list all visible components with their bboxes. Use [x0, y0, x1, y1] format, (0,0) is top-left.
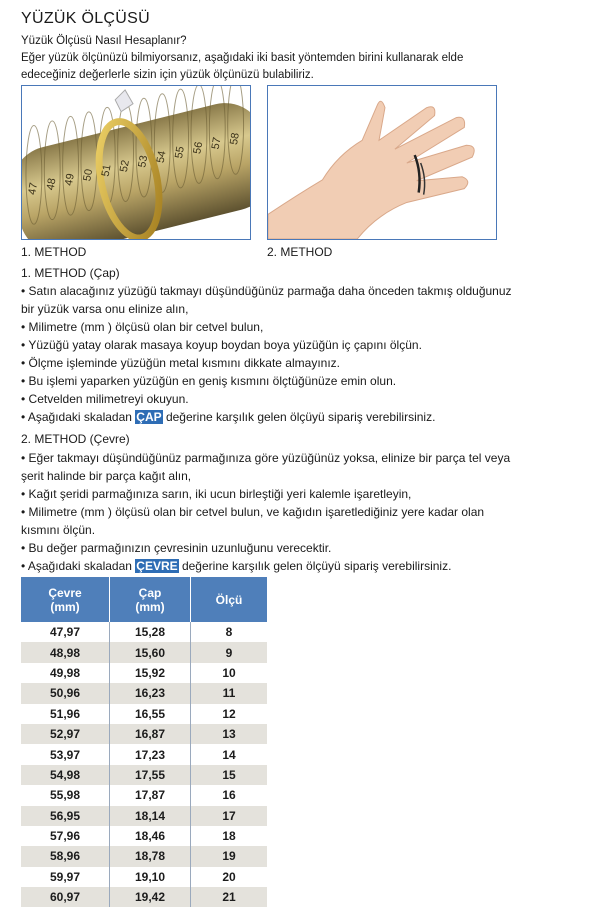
ruler-number: 52	[117, 159, 132, 174]
method-2-bullet: • Kağıt şeridi parmağınıza sarın, iki ucun birleştiği yeri kalemle işaretleyin,	[21, 487, 412, 501]
table-header-row	[21, 577, 267, 622]
method-1-bullet: • Cetvelden milimetreyi okuyun.	[21, 392, 189, 406]
method-1-last-bullet: • Aşağıdaki skaladan ÇAP değerine karşılık gelen ölçüyü sipariş verebilirsiniz.	[21, 410, 436, 424]
method-1-bullet: • Ölçme işleminde yüzüğün metal kısmını dikkate almayınız.	[21, 356, 340, 370]
table-row: 54,98 17,55 15	[21, 765, 267, 785]
ring-sizer-photo	[21, 85, 251, 240]
method-2-bullet: • Milimetre (mm ) ölçüsü olan bir cetvel bulun, ve kağıdın işaretlediğiniz yere kadar olan	[21, 505, 485, 519]
cap-highlight: ÇAP	[136, 410, 162, 424]
table-row: 48,98 15,60 9	[21, 642, 267, 662]
method-1-bullet: • Bu işlemi yaparken yüzüğün en geniş kısmını ölçtüğünüze emin olun.	[21, 374, 397, 388]
page-title: YÜZÜK ÖLÇÜSÜ	[21, 10, 150, 27]
table-row: 50,96 16,23 11	[21, 683, 267, 703]
method-1-bullet: • Milimetre (mm ) ölçüsü olan bir cetvel bulun,	[21, 320, 264, 334]
method-1-bullet: • Satın alacağınız yüzüğü takmayı düşündüğünüz parmağa daha önceden takmış olduğunuz	[21, 284, 512, 298]
method-2-bullet: • Bu değer parmağınızın çevresinin uzunluğunu verecektir.	[21, 541, 332, 555]
table-row: 56,95 18,14 17	[21, 806, 267, 826]
ruler-number: 48	[44, 177, 59, 192]
table-row: 47,97 15,28 8	[21, 622, 267, 642]
table-row: 51,96 16,55 12	[21, 704, 267, 724]
method-1-bullet: bir yüzük varsa onu elinize alın,	[21, 302, 189, 316]
ruler-number: 56	[191, 140, 206, 155]
method-2-bullet: • Eğer takmayı düşündüğünüz parmağınıza göre yüzüğünüz yoksa, elinize bir parça tel veya	[21, 451, 511, 465]
caption-method-1: 1. METHOD	[21, 245, 87, 259]
table-row: 58,96 18,78 19	[21, 846, 267, 866]
ruler-number: 49	[62, 172, 77, 187]
ring-size-table	[21, 577, 267, 907]
table-row: 57,96 18,46 18	[21, 826, 267, 846]
table-row: 55,98 17,87 16	[21, 785, 267, 805]
ruler-number: 53	[136, 154, 151, 169]
intro-line-1: Eğer yüzük ölçünüzü bilmiyorsanız, aşağıdaki iki basit yöntemden birini kullanarak elde	[21, 52, 464, 64]
method-1-title: 1. METHOD (Çap)	[21, 266, 120, 280]
ruler-number: 54	[154, 149, 169, 164]
hand-photo	[267, 85, 497, 240]
method-2-bullet: şerit halinde bir parça kağıt alın,	[21, 469, 192, 483]
method-2-title: 2. METHOD (Çevre)	[21, 432, 130, 446]
method-2-bullet: kısmını ölçün.	[21, 523, 96, 537]
caption-method-2: 2. METHOD	[267, 245, 333, 259]
header-cap: Çap (mm)	[110, 577, 191, 622]
ruler-number: 51	[99, 163, 114, 178]
method-1-bullet: • Yüzüğü yatay olarak masaya koyup boydan boya yüzüğün iç çapını ölçün.	[21, 338, 422, 352]
ruler-number: 50	[81, 168, 96, 183]
table-row: 49,98 15,92 10	[21, 663, 267, 683]
method-2-last-bullet: • Aşağıdaki skaladan ÇEVRE değerine karşılık gelen ölçüyü sipariş verebilirsiniz.	[21, 559, 452, 573]
cevre-highlight: ÇEVRE	[136, 559, 178, 573]
header-cevre: Çevre (mm)	[21, 577, 110, 622]
intro-question: Yüzük Ölçüsü Nasıl Hesaplanır?	[21, 35, 187, 47]
ruler-number: 58	[227, 131, 242, 146]
header-olcu: Ölçü	[191, 577, 268, 622]
intro-line-2: edeceğiniz değerlerle sizin için yüzük ölçünüzü bulabiliriz.	[21, 69, 314, 81]
ruler-number: 57	[209, 136, 224, 151]
ruler-number: 55	[172, 145, 187, 160]
table-row: 53,97 17,23 14	[21, 744, 267, 764]
table-row: 60,97 19,42 21	[21, 887, 267, 907]
ruler-number: 47	[26, 181, 41, 196]
table-row: 52,97 16,87 13	[21, 724, 267, 744]
table-row: 59,97 19,10 20	[21, 867, 267, 887]
